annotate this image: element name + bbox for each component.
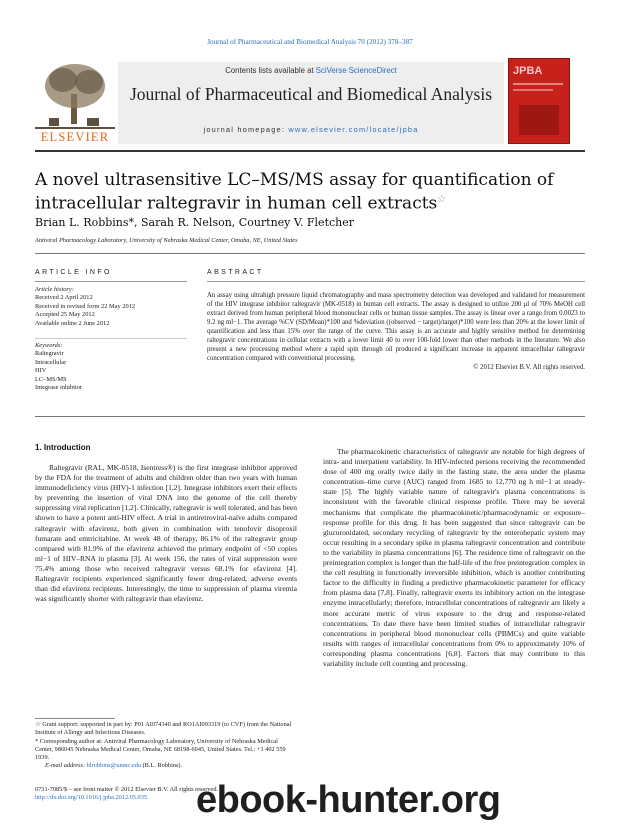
article-history — [35, 286, 187, 328]
keyword: Intracellular — [35, 358, 67, 366]
homepage-link[interactable]: www.elsevier.com/locate/jpba — [288, 125, 419, 134]
journal-citation[interactable]: Journal of Pharmaceutical and Biomedical Analysis 70 (2012) 378–387 — [207, 38, 413, 46]
keywords-rule — [35, 338, 187, 339]
introduction-heading: 1. Introduction — [35, 443, 91, 452]
intro-column-right: The pharmacokinetic characteristics of raltegravir are notable for high degrees of intra- and interpatient variability. In HIV-infected persons receiving the recommended dose of 400 mg orally twice daily in the fasting state, the area under the plasma concentration–time curve (AUC) ranged from 1685 to 12,770 ng h ml−1 at steady-state [5]. The highly variable nature of raltegravir's plasma concentrations is inconsistent with the favorable clinical response profile. There may be several mechanisms that complicate the pharmacokinetic/pharmacodynamic or exposure–response profile for this drug. It has been suggested that since raltegravir can be glucuronidated, secondary recycling of raltegravir by the enterohepatic system may occur resulting in a secondary spike in plasma raltegravir concentration and contribute to the variability in plasma concentrations [6]. The residence time of raltegravir on the preintegration complex is longer than the half-life of the free preintegration complex in the cell resulting in functionally irreversible inhibition, which is another contributing factor to the difficulty in finding a predictive pharmacokinetic parameter for efficacy from plasma data [7,8]. Finally, raltegravir exerts its inhibitory action on the integrase enzyme intracellularly; therefore, intracellular concentrations of raltegravir are likely a more accurate metric of virus exposure to the drug and response-related concentrations. To date there have been limited studies of intracellular raltegravir concentrations in peripheral blood mononuclear cells (PBMCs) and quite variable results with ranges of intracellular concentrations from 0% to approximately 10% of corresponding plasma concentrations [6,8]. Factors that may contribute to this variability include cell counting and processing. — [323, 447, 585, 668]
header-rule — [35, 150, 585, 152]
history-label: Article history: — [35, 286, 74, 293]
article-info-rule — [35, 281, 187, 282]
email-label: E-mail address: — [45, 762, 87, 770]
keyword: LC–MS/MS — [35, 375, 67, 383]
intro-column-left: Raltegravir (RAL, MK-0518, Isentress®) is the first integrase inhibitor approved by the FDA for the treatment of adults and children older than two years with human immunodeficiency virus (HIV)-1 infection [1,2]. Integrase inhibitors exert their effects by preventing the insertion of viral DNA into the genome of the cell thereby suppressing viral replication [1,2]. Clinically, raltegravir is well tolerated, and has been shown to have a potent anti-HIV effect. A trial in antiretroviral-naïve adults compared raltegravir with efavirenz, both given in combination with tenofovir disoproxil fumarate and emtricitabine. At week 48 of therapy, 86.1% of the raltegravir group compared with 81.9% of the efavirenz achieved the primary endpoint of <50 copies ml−1 of HIV–RNA in plasma [3]. At week 156, the rates of viral suppression were 75.4% among those who received raltegravir versus 68.1% for efavirenz [4]. Raltegravir recipients experienced significantly fewer drug-related, adverse events than did efavirenz recipients. Interestingly, the time to suppression of plasma viremia was significantly shorter with raltegravir than efavirenz. — [35, 463, 297, 604]
article-title-text: A novel ultrasensitive LC–MS/MS assay for quantification of intracellular raltegravir in human cell extracts — [35, 170, 554, 214]
keyword: Raltegravir — [35, 350, 64, 358]
section-rule — [35, 416, 585, 417]
elsevier-tree-logo — [35, 60, 115, 132]
email-suffix: (B.L. Robbins). — [141, 762, 183, 770]
journal-name: Journal of Pharmaceutical and Biomedical Analysis — [129, 84, 493, 104]
homepage-prefix: journal homepage: — [203, 125, 289, 134]
issn-line: 0731-7085/$ – see front matter © 2012 Elsevier B.V. All rights reserved. — [35, 786, 219, 793]
keyword: HIV — [35, 367, 47, 375]
keywords — [35, 342, 187, 392]
homepage-line — [118, 125, 504, 134]
journal-cover-thumbnail — [508, 58, 570, 144]
contents-line — [118, 66, 504, 75]
abstract-heading: ABSTRACT — [207, 269, 264, 276]
cover-label: JPBA — [513, 65, 543, 77]
history-item: Accepted 25 May 2012 — [35, 311, 95, 319]
title-footnote-mark[interactable]: ☆ — [437, 194, 447, 205]
abstract-text: An assay using ultrahigh pressure liquid chromatography and mass spectrometry detection was developed and validated for measurement of the HIV integrase inhibitor raltegravir (MK-0518) in human cell extracts. The assay is designed to utilize 200 μl of 70% MeOH cell extract derived from human peripheral blood mononuclear cells or human tissue samples. The assay is linear over a range from 0.0023 to 9.2 ng ml−1. The average %CV (SD/Mean)*100 and %deviation ((observed − target)/target)*100 were less than 20% at the lower limit of quantification and less than 15% over the range of the curve. This assay is an accurate and highly sensitive method for determining raltegravir concentrations in cellular extracts with a lower limit 40 to over 100-fold lower than other methods in the literature. We also present a new processing method where a rapid spin through oil produced a significant increase in apparent intracellular raltegravir concentration compared with conventional processing. — [207, 292, 585, 363]
authors: Brian L. Robbins*, Sarah R. Nelson, Courtney V. Fletcher — [35, 216, 355, 229]
email-footnote — [35, 762, 297, 770]
footnotes — [35, 721, 297, 771]
keyword: Integrase inhibitor — [35, 384, 83, 392]
grant-footnote: ☆ Grant support: supported in part by: P01 AI074340 and RO1AI093319 (to CVF) from the National Institute of Allergy and Infectious Diseases. — [35, 721, 292, 737]
email-link[interactable]: blrobbins@unmc.edu — [86, 762, 141, 770]
footnote-rule — [35, 718, 115, 719]
abstract-rule — [207, 281, 585, 282]
history-item: Available online 2 June 2012 — [35, 319, 110, 327]
publisher-wordmark: ELSEVIER — [40, 130, 110, 144]
keywords-label: Keywords: — [35, 342, 63, 349]
sciencedirect-link[interactable]: SciVerse ScienceDirect — [315, 66, 397, 75]
article-title — [35, 170, 555, 214]
history-item: Received 2 April 2012 — [35, 294, 93, 302]
contents-prefix: Contents lists available at — [225, 66, 316, 75]
title-rule — [35, 253, 585, 254]
abstract-copyright: © 2012 Elsevier B.V. All rights reserved. — [473, 364, 585, 371]
history-item: Received in revised form 22 May 2012 — [35, 302, 136, 310]
corresponding-footnote: * Corresponding author at: Antiviral Pharmacology Laboratory, University of Nebraska Medical Center, 986045 Nebraska Medical Center, Omaha, NE 68198-6045, United States. Tel.: +1 402 559 1939. — [35, 737, 286, 762]
doi-link[interactable]: http://dx.doi.org/10.1016/j.jpba.2012.05.035 — [35, 794, 148, 802]
affiliation: Antiviral Pharmacology Laboratory, University of Nebraska Medical Center, Omaha, NE, United States — [35, 237, 298, 244]
watermark: ebook-hunter.org — [196, 779, 501, 821]
article-info-heading: ARTICLE INFO — [35, 269, 112, 276]
